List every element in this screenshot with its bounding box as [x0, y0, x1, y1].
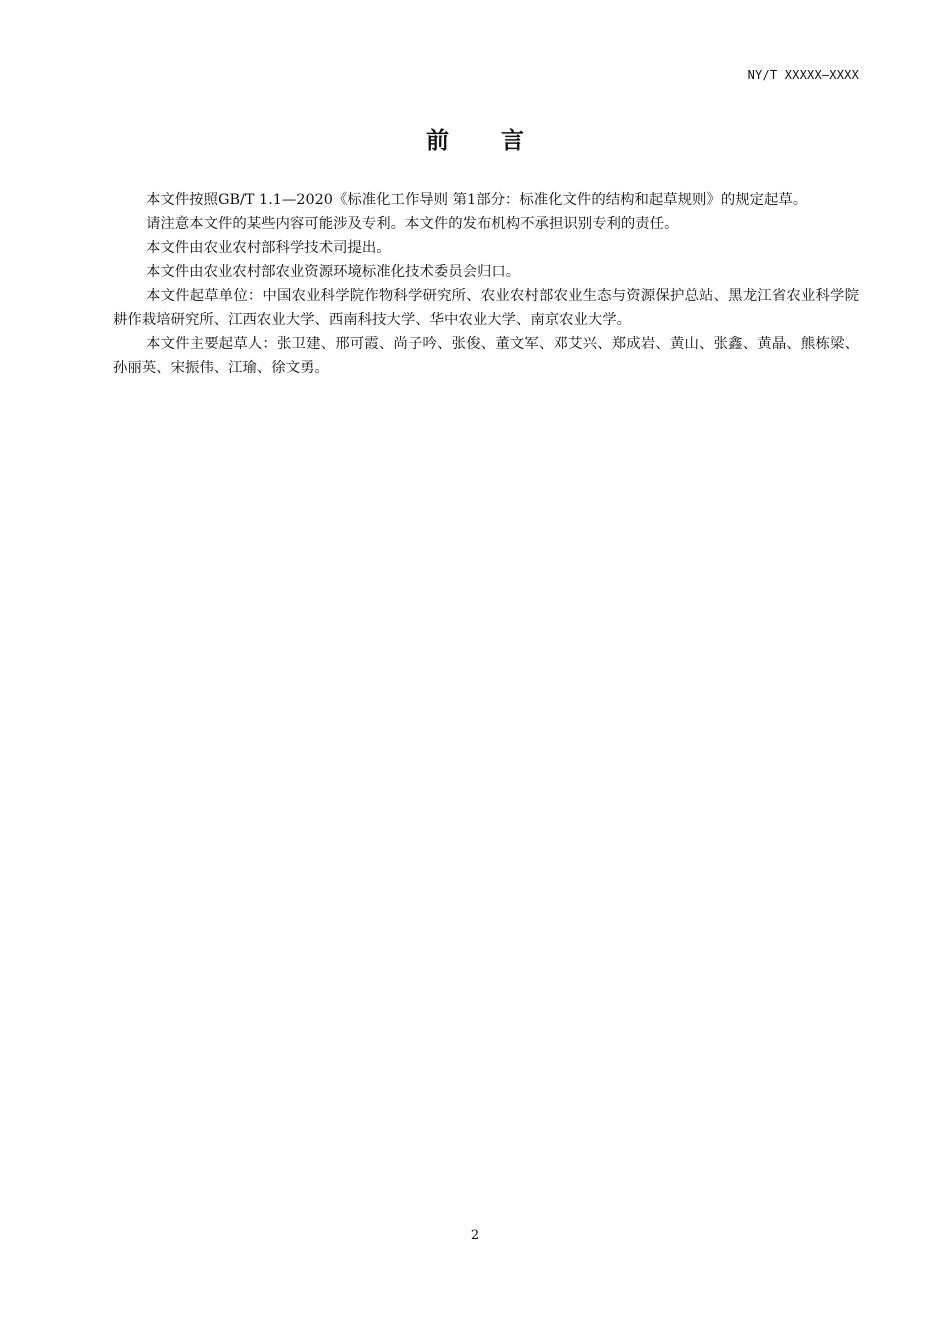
paragraph-proposer: 本文件由农业农村部科学技术司提出。: [146, 240, 391, 256]
paragraph-drafting-rules: 本文件按照GB/T 1.1—2020《标准化工作导则 第1部分：标准化文件的结构和起草规则》的规定起草。: [146, 192, 808, 208]
paragraph-patent-notice: 请注意本文件的某些内容可能涉及专利。本文件的发布机构不承担识别专利的责任。: [146, 216, 679, 232]
paragraph-centralized-unit: 本文件由农业农村部农业资源环境标准化技术委员会归口。: [146, 264, 521, 280]
paragraph-main-drafters: 本文件主要起草人：张卫建、邢可霞、尚子吟、张俊、董文军、邓艾兴、郑成岩、黄山、张鑫、黄晶、熊栋梁、孙丽英、宋振伟、江瑜、徐文勇。: [113, 336, 859, 376]
document-code: NY/T XXXXX—XXXX: [747, 68, 859, 82]
page-number: 2: [470, 1228, 480, 1243]
paragraph-drafting-units: 本文件起草单位：中国农业科学院作物科学研究所、农业农村部农业生态与资源保护总站、黑龙江省农业科学院耕作栽培研究所、江西农业大学、西南科技大学、华中农业大学、南京农业大学。: [113, 288, 859, 328]
page-title: 前言: [426, 128, 576, 154]
foreword-body: [113, 188, 859, 380]
